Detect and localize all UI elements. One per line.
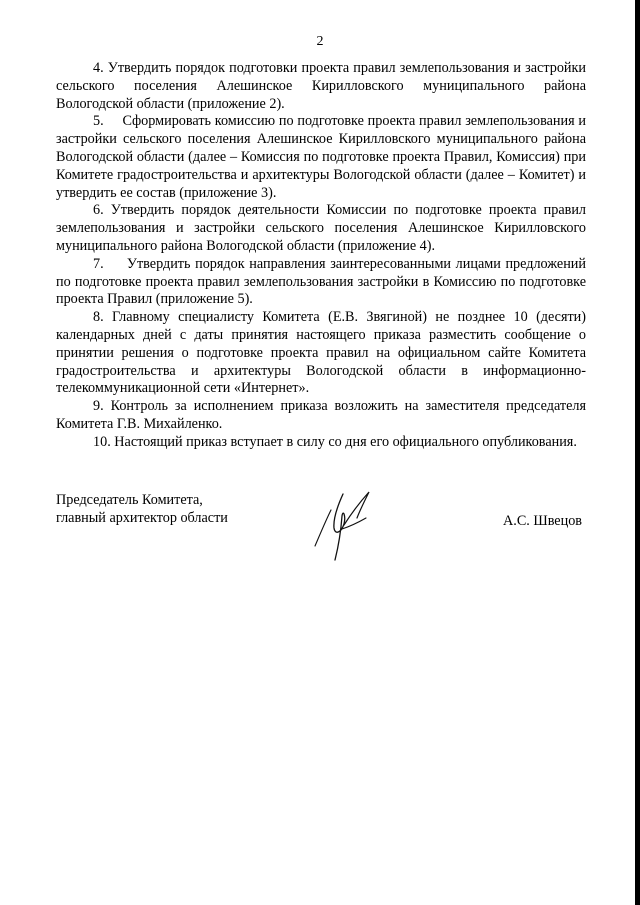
paragraph-item-5: 5. Сформировать комиссию по подготовке проекта правил землепользования и застройки сельского поселения Алешинское Кирилловского муниципального района Вологодской области (далее – Комиссия по подготовке проекта Правил, Комиссия) при Комитете градостроительства и архитектуры Вологодской области (далее – Комитет) и утвердить ее состав (приложение 3). xyxy=(56,113,586,201)
paragraph-item-8: 8. Главному специалисту Комитета (Е.В. Звягиной) не позднее 10 (десяти) календарных дней с даты принятия настоящего приказа разместить сообщение о принятии решения о подготовке проекта правил на официальном сайте Комитета градостроительства и архитектуры Вологодской области в информационно-телекоммуникационной сети «Интернет». xyxy=(56,309,586,397)
paragraph-item-10: 10. Настоящий приказ вступает в силу со дня его официального опубликования. xyxy=(93,433,577,450)
signer-title-line: главный архитектор области xyxy=(56,510,228,526)
signer-title-line: Председатель Комитета, xyxy=(56,492,203,508)
paragraph-item-6: 6. Утвердить порядок деятельности Комиссии по подготовке проекта правил землепользования и застройки сельского поселения Алешинское Кирилловского муниципального района Вологодской области (приложение 4). xyxy=(56,202,586,254)
document-body xyxy=(56,60,586,452)
page-edge-shadow xyxy=(635,0,640,905)
paragraph-item-4: 4. Утвердить порядок подготовки проекта правил землепользования и застройки сельского поселения Алешинское Кирилловского муниципального района Вологодской области (приложение 2). xyxy=(56,60,586,112)
page-number: 2 xyxy=(316,34,324,49)
signer-name: А.С. Швецов xyxy=(503,513,582,529)
paragraph-item-7: 7. Утвердить порядок направления заинтересованными лицами предложений по подготовке проекта правил землепользования застройки в Комиссию по подготовке проекта Правил (приложение 5). xyxy=(56,255,586,308)
signature-block xyxy=(56,491,586,571)
handwritten-signature xyxy=(313,480,385,564)
paragraph-item-9: 9. Контроль за исполнением приказа возложить на заместителя председателя Комитета Г.В. Михайленко. xyxy=(56,398,586,432)
signer-title xyxy=(56,491,228,527)
